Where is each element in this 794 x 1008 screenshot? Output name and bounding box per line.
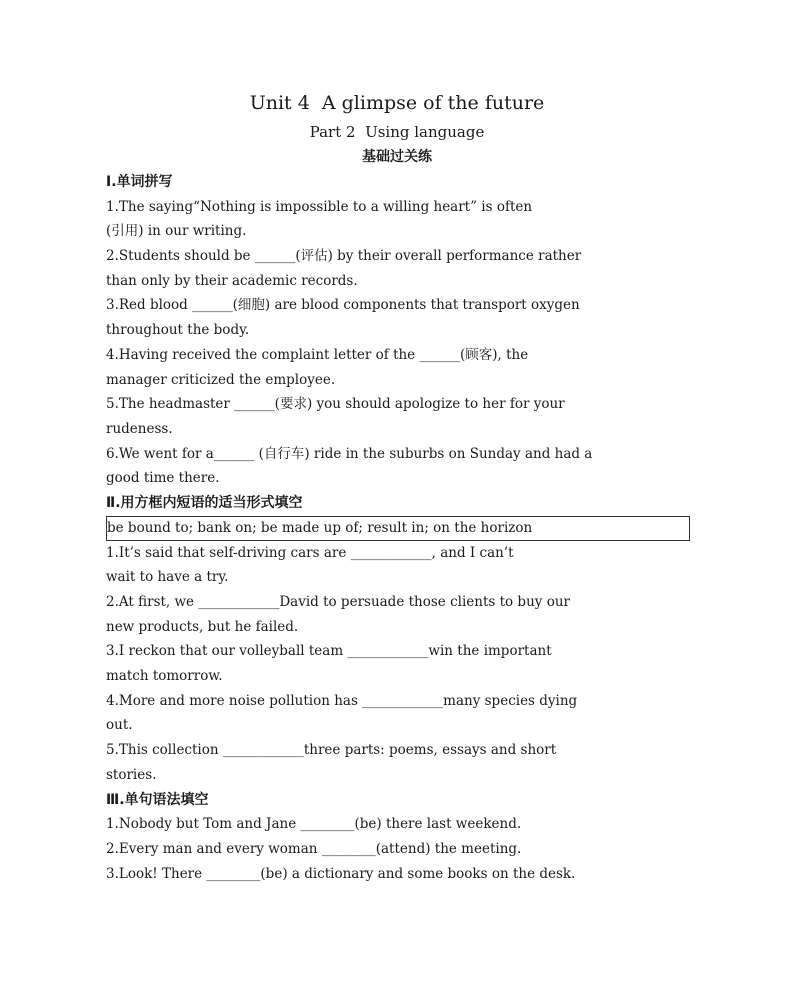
phrase-box: be bound to; bank on; be made up of; result in; on the horizon xyxy=(106,516,690,541)
part-subtitle: Part 2 Using language xyxy=(309,123,485,141)
exercise-line: than only by their academic records. xyxy=(106,272,358,289)
exercise-line: 4.More and more noise pollution has ____________many species dying xyxy=(106,692,578,709)
exercise-line: wait to have a try. xyxy=(106,569,229,586)
exercise-line: good time there. xyxy=(106,470,220,487)
exercise-line: 3.I reckon that our volleyball team ____________win the important xyxy=(106,643,552,660)
exercise-line: 2.Students should be ______(评估) by their overall performance rather xyxy=(106,248,582,265)
exercise-line: manager criticized the employee. xyxy=(106,371,336,388)
exercise-line: stories. xyxy=(106,766,157,783)
exercise-line: 1.It’s said that self-driving cars are ____________, and I can’t xyxy=(106,544,514,561)
exercise-line: 3.Look! There ________(be) a dictionary and some books on the desk. xyxy=(106,865,576,882)
exercise-line: (引用) in our writing. xyxy=(106,223,247,240)
exercise-line: 3.Red blood ______(细胞) are blood components that transport oxygen xyxy=(106,297,580,314)
exercise-line: 2.At first, we ____________David to persuade those clients to buy our xyxy=(106,594,570,610)
practice-subtitle: 基础过关练 xyxy=(362,149,432,165)
exercise-line: throughout the body. xyxy=(106,322,250,339)
exercise-line: 1.The saying“Nothing is impossible to a willing heart” is often xyxy=(106,198,533,215)
exercise-line: 5.The headmaster ______(要求) you should apologize to her for your xyxy=(106,396,565,413)
exercise-line: 5.This collection ____________three parts: poems, essays and short xyxy=(106,742,557,759)
worksheet-content xyxy=(106,170,696,886)
exercise-line: new products, but he failed. xyxy=(106,618,299,635)
exercise-line: 6.We went for a______ (自行车) ride in the suburbs on Sunday and had a xyxy=(106,445,593,462)
exercise-line: 2.Every man and every woman ________(attend) the meeting. xyxy=(106,840,522,857)
exercise-line: rudeness. xyxy=(106,420,173,437)
exercise-line: 4.Having received the complaint letter of the ______(顾客), the xyxy=(106,346,529,363)
section-heading-spelling: Ⅰ.单词拼写 xyxy=(106,174,173,190)
unit-title: Unit 4 A glimpse of the future xyxy=(249,92,545,114)
section-heading-grammar: Ⅲ.单句语法填空 xyxy=(106,791,209,808)
exercise-line: match tomorrow. xyxy=(106,668,223,685)
section-heading-phrases: Ⅱ.用方框内短语的适当形式填空 xyxy=(106,494,303,511)
exercise-line: 1.Nobody but Tom and Jane ________(be) there last weekend. xyxy=(106,816,522,833)
exercise-line: out. xyxy=(106,717,133,734)
